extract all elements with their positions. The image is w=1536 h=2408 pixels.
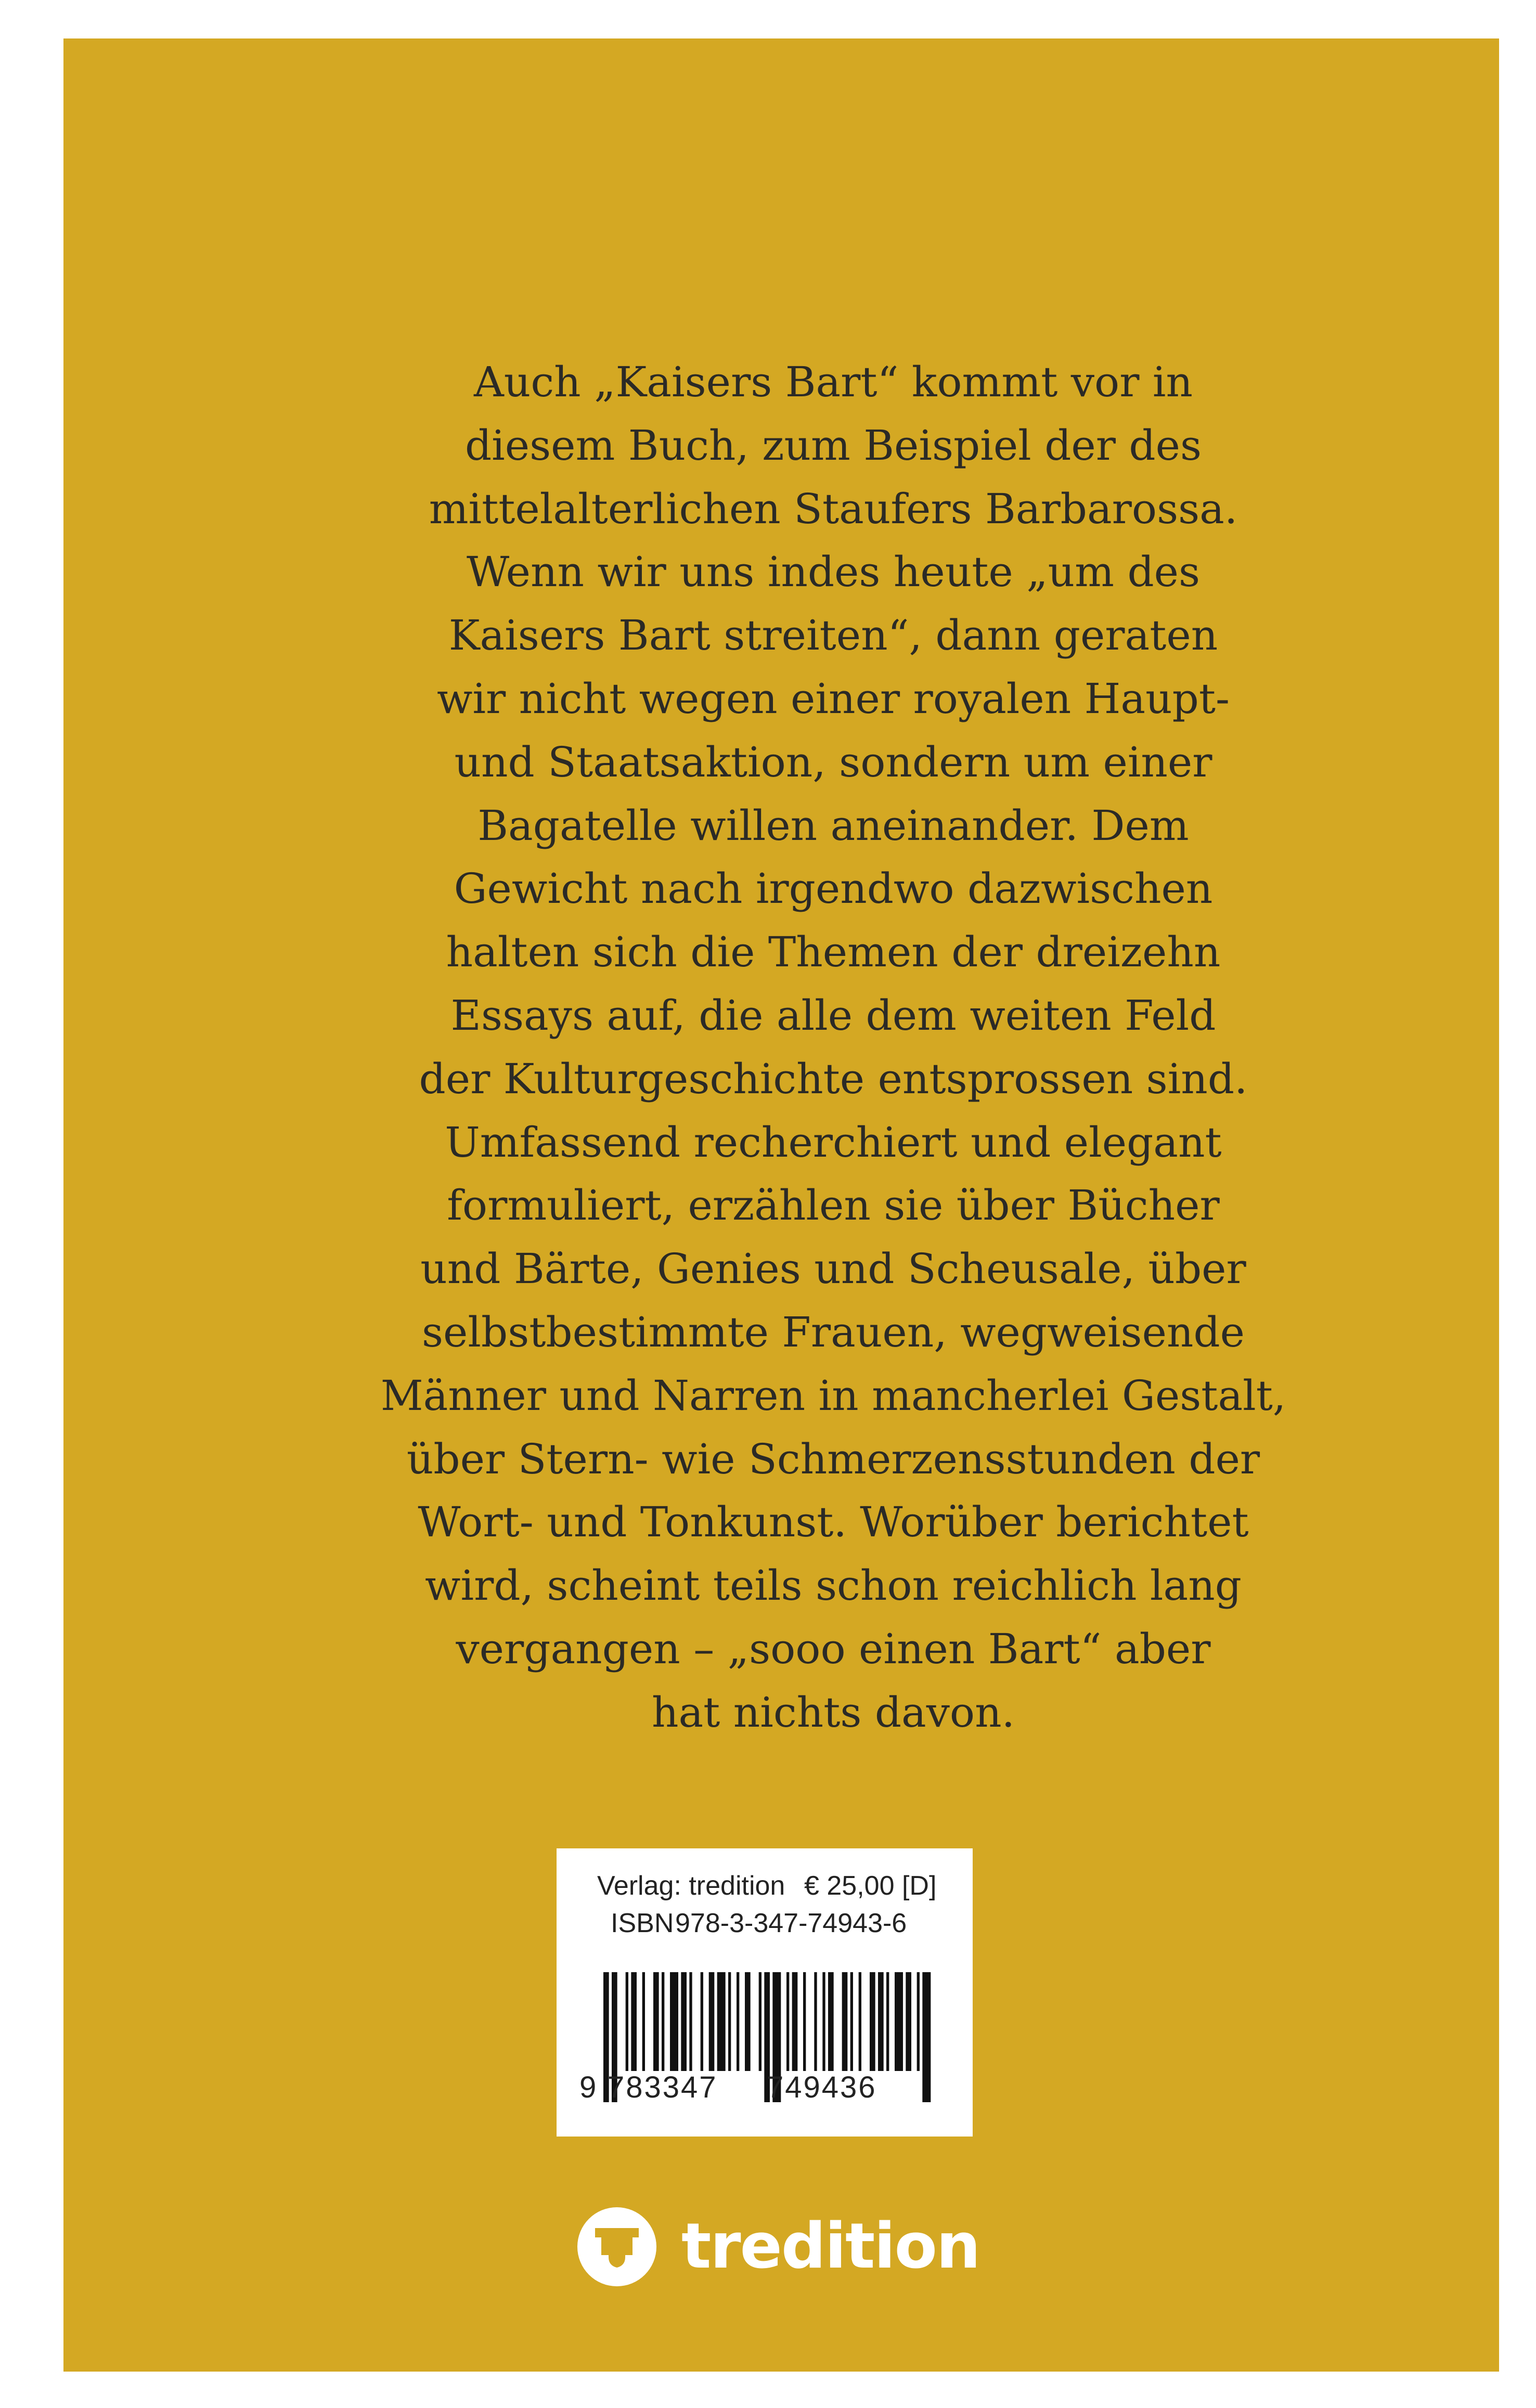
blurb-line: und Staatsaktion, sondern um einer xyxy=(454,737,1212,786)
barcode-digits-right: 749436 xyxy=(767,2070,877,2104)
barcode-bar xyxy=(828,1972,834,2071)
isbn-label: ISBN xyxy=(611,1908,674,1938)
blurb-line: halten sich die Themen der dreizehn xyxy=(446,928,1221,977)
blurb-line: Kaisers Bart streiten“, dann geraten xyxy=(448,611,1218,660)
blurb-line: Männer und Narren in mancherlei Gestalt, xyxy=(380,1371,1286,1420)
barcode-bar xyxy=(895,1972,903,2071)
barcode-bar xyxy=(878,1972,884,2071)
blurb-line: wir nicht wegen einer royalen Haupt- xyxy=(436,674,1230,723)
barcode-bar xyxy=(728,1972,731,2071)
barcode-bar xyxy=(759,1972,761,2071)
blurb-line: Gewicht nach irgendwo dazwischen xyxy=(454,864,1213,913)
blurb-line: und Bärte, Genies und Scheusale, über xyxy=(420,1245,1246,1293)
blurb-line: hat nichts davon. xyxy=(651,1688,1015,1737)
barcode-label xyxy=(557,1848,973,2137)
barcode-bar xyxy=(701,1972,703,2071)
barcode-bar xyxy=(689,1972,692,2071)
barcode-bar xyxy=(850,1972,853,2071)
barcode-bar xyxy=(717,1972,726,2071)
barcode-bar xyxy=(642,1972,645,2071)
barcode-bar xyxy=(653,1972,659,2071)
barcode-bar xyxy=(822,1972,825,2071)
logo-wordmark: tredition xyxy=(681,2210,980,2283)
blurb-line: Wort- und Tonkunst. Worüber berichtet xyxy=(418,1498,1249,1547)
barcode-digits-left: 783347 xyxy=(608,2070,718,2104)
barcode-bar xyxy=(870,1972,875,2071)
blurb-line: mittelalterlichen Staufers Barbarossa. xyxy=(429,484,1238,533)
barcode-bar xyxy=(737,1972,739,2071)
barcode-bar xyxy=(709,1972,715,2071)
barcode-bar xyxy=(906,1972,911,2071)
blurb-line: über Stern- wie Schmerzensstunden der xyxy=(406,1434,1260,1483)
barcode-bar xyxy=(842,1972,848,2071)
blurb-line: selbstbestimmte Frauen, wegweisende xyxy=(422,1307,1245,1356)
blurb-line: der Kulturgeschichte entsprossen sind. xyxy=(419,1054,1248,1103)
barcode-bar xyxy=(670,1972,678,2071)
blurb-text xyxy=(324,351,1343,1744)
barcode-bar xyxy=(859,1972,861,2071)
publisher-logo xyxy=(577,2205,980,2288)
barcode-bar xyxy=(626,1972,628,2071)
blurb-line: vergangen – „sooo einen Bart“ aber xyxy=(456,1624,1211,1673)
barcode-bar xyxy=(886,1972,889,2071)
barcode-bar xyxy=(631,1972,637,2071)
blurb-line: wird, scheint teils schon reichlich lang xyxy=(425,1561,1242,1610)
barcode-bar xyxy=(792,1972,798,2071)
blurb-line: Umfassend recherchiert und elegant xyxy=(445,1118,1222,1167)
barcode-bar xyxy=(745,1972,751,2071)
barcode-bar xyxy=(803,1972,806,2071)
barcode-bar xyxy=(786,1972,789,2071)
barcode-bar xyxy=(681,1972,687,2071)
blurb-line: Bagatelle willen aneinander. Dem xyxy=(477,801,1189,850)
publisher-text: Verlag: tredition xyxy=(597,1871,785,1901)
blurb-line: Auch „Kaisers Bart“ kommt vor in xyxy=(474,358,1193,406)
isbn-number: 978-3-347-74943-6 xyxy=(675,1908,907,1938)
barcode-bar xyxy=(662,1972,664,2071)
blurb-line: Wenn wir uns indes heute „um des xyxy=(466,548,1201,597)
blurb-line: diesem Buch, zum Beispiel der des xyxy=(464,421,1202,470)
blurb-line: Essays auf, die alle dem weiten Feld xyxy=(450,991,1216,1040)
blurb-line: formuliert, erzählen sie über Bücher xyxy=(447,1181,1220,1230)
barcode-bar xyxy=(917,1972,920,2071)
price-text: € 25,00 [D] xyxy=(804,1871,937,1901)
barcode-digit-first: 9 xyxy=(579,2070,597,2104)
barcode-bar xyxy=(922,1972,931,2102)
tredition-t-icon xyxy=(577,2207,656,2286)
barcode-bar xyxy=(814,1972,817,2071)
